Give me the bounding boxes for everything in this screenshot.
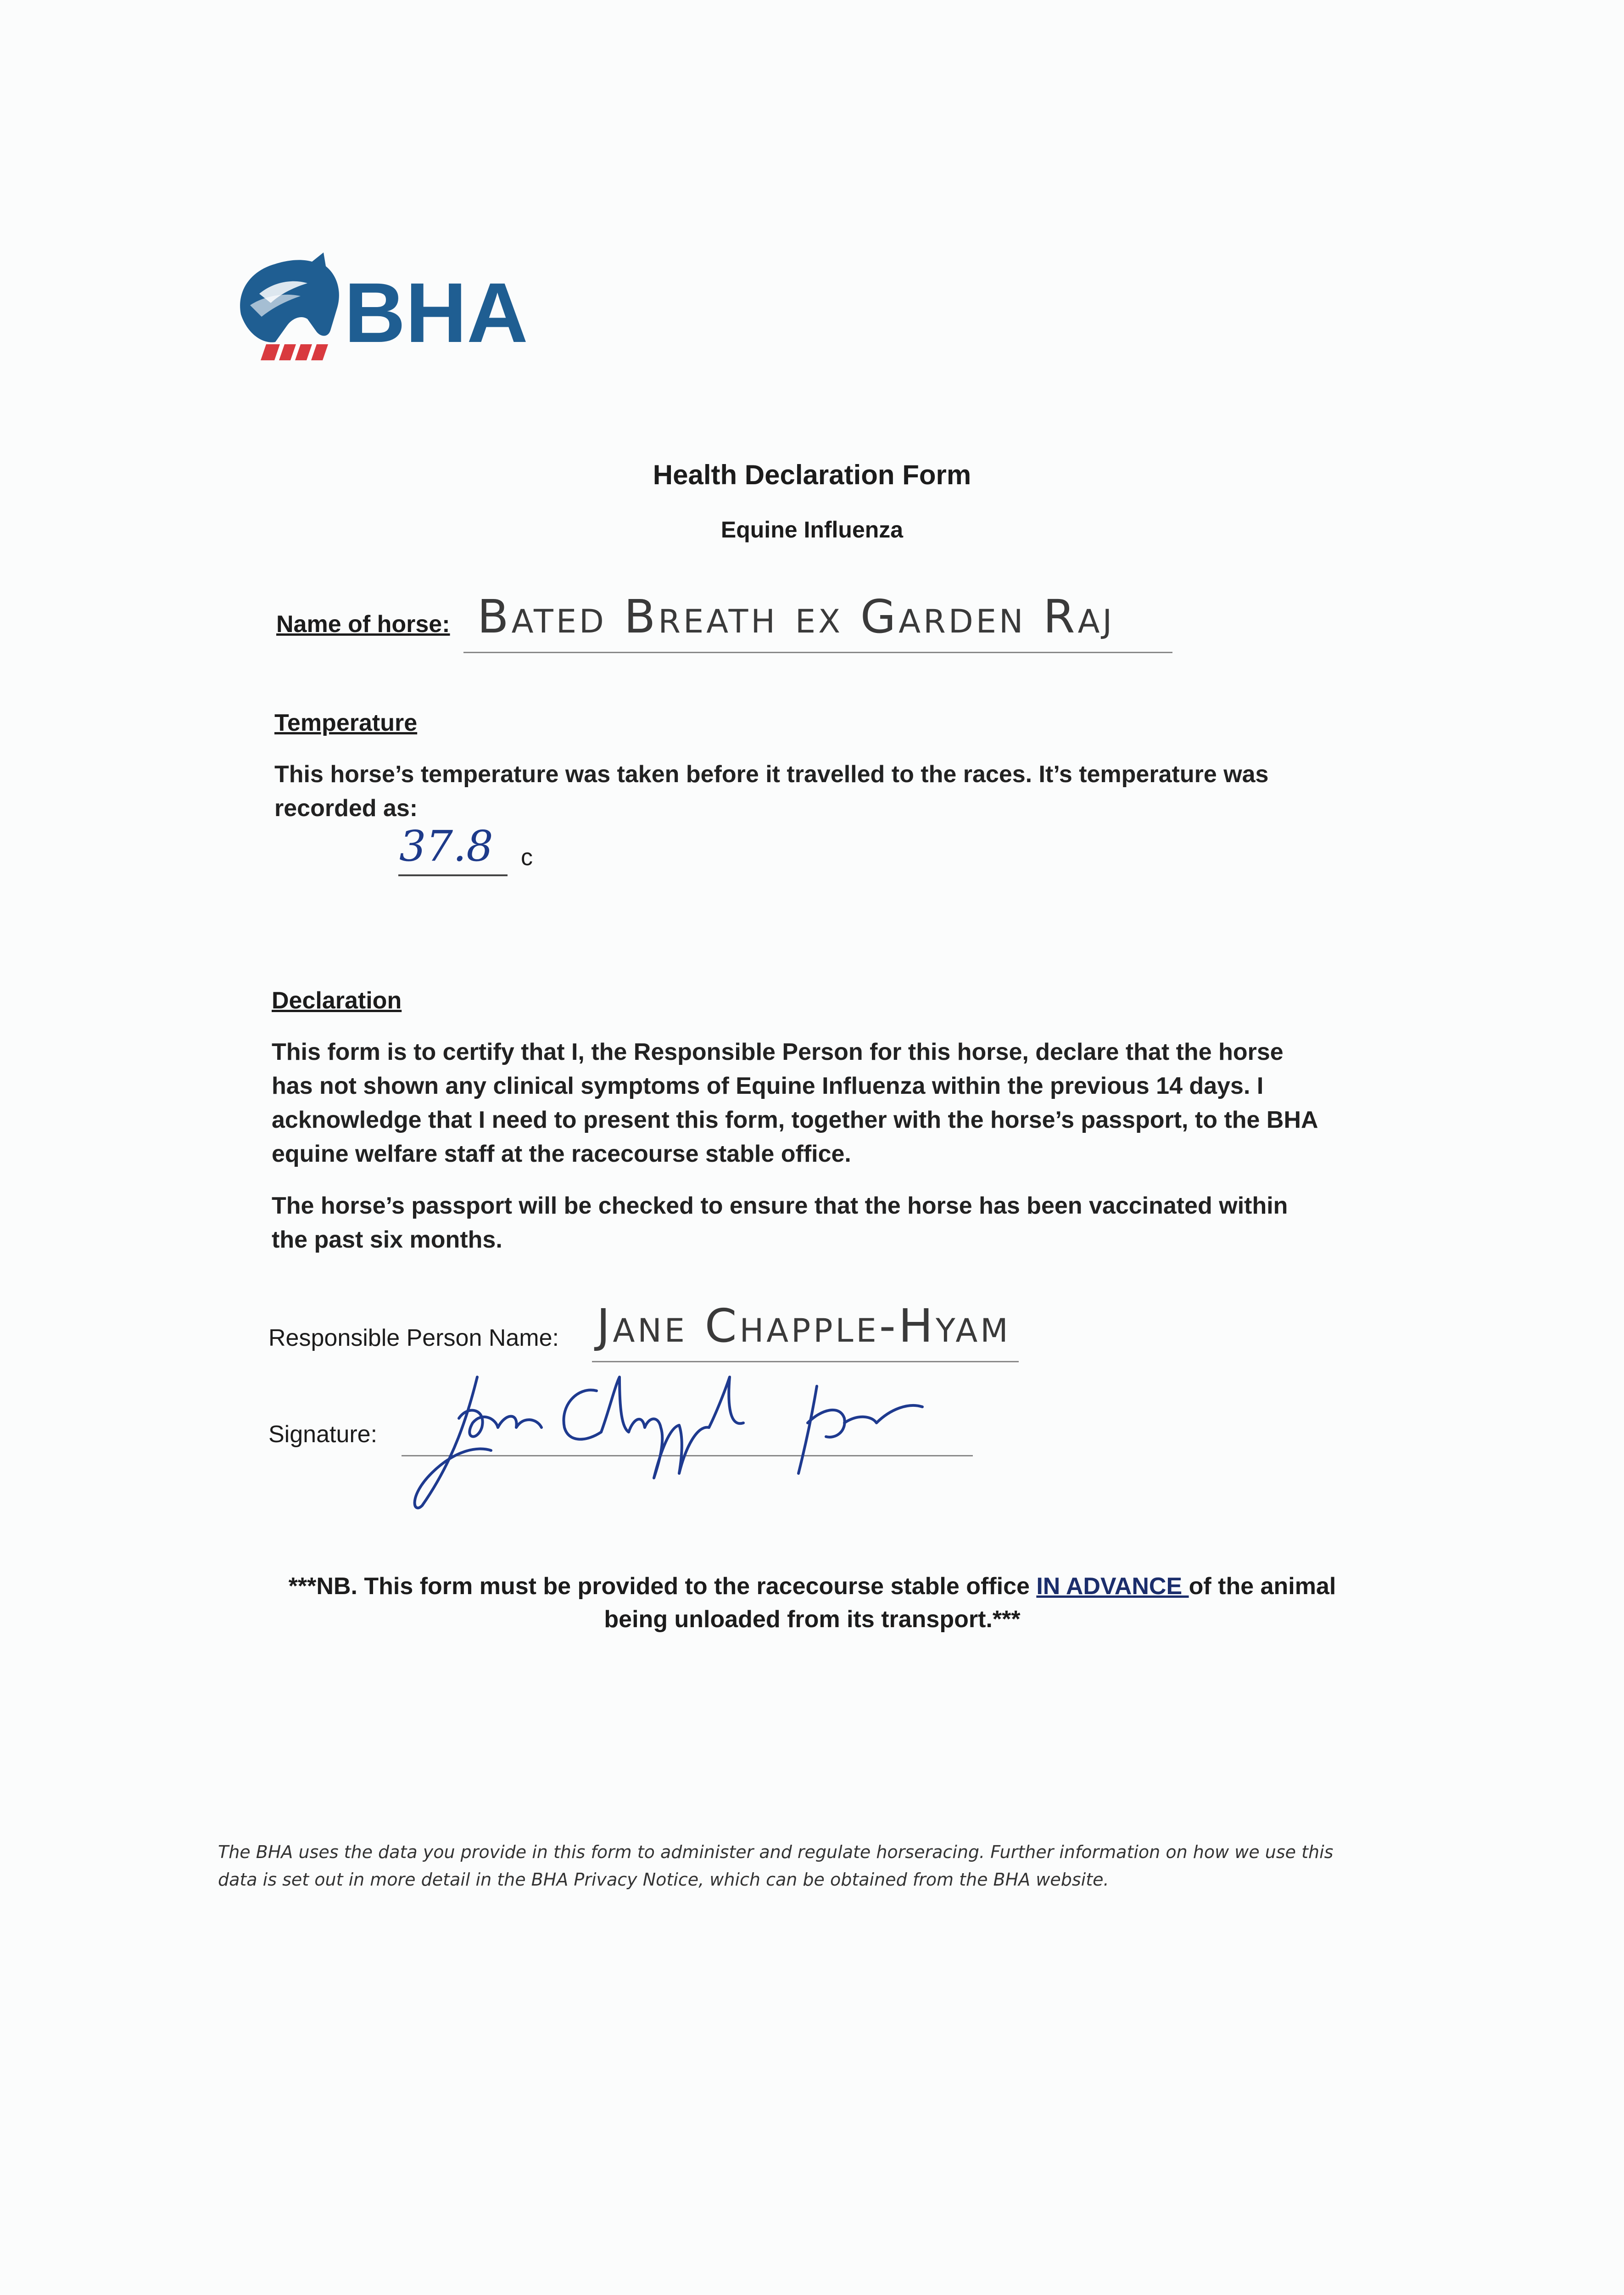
nb-prefix: ***NB. This form must be provided to the racecourse stable office: [288, 1573, 1037, 1600]
temperature-heading: Temperature: [274, 710, 418, 736]
bha-logo: [232, 250, 562, 365]
logo-text: BHA: [344, 266, 528, 360]
temperature-unit: c: [521, 844, 533, 871]
declaration-heading: Declaration: [272, 987, 402, 1014]
declaration-paragraph-2: The horse’s passport will be checked to ensure that the horse has been vaccinated within the past six months.: [272, 1192, 1288, 1253]
horse-name-label: Name of horse:: [276, 611, 450, 638]
responsible-person-label: Responsible Person Name:: [268, 1325, 559, 1351]
nb-suffix: of the animal being unloaded from its transport.***: [604, 1573, 1336, 1633]
horse-name-value: Bated Breath ex Garden Raj: [477, 590, 1115, 644]
horse-name-underline: [463, 652, 1172, 653]
temperature-value: 37.8: [399, 822, 493, 871]
declaration-paragraph-1: This form is to certify that I, the Responsible Person for this horse, declare that the horse has not shown any clinical symptoms of Equine Influenza within the previous 14 days. I acknowledge that I need to present this form, together with the horse’s passport, to the BHA equine welfare staff at the racecourse stable office.: [272, 1039, 1317, 1167]
handwritten-signature: [404, 1359, 1000, 1515]
temperature-text: This horse’s temperature was taken before it travelled to the races. It’s temperature was recorded as:: [274, 761, 1269, 822]
page-subtitle: Equine Influenza: [720, 517, 904, 543]
nb-notice: [275, 1570, 1349, 1636]
nb-emphasis: IN ADVANCE: [1036, 1573, 1189, 1600]
page-title: Health Declaration Form: [653, 459, 971, 490]
privacy-notice: The BHA uses the data you provide in this form to administer and regulate horseracing. Further information on how we use this data is set out in more detail in the BHA Privacy Notice, which can be obtained from the BHA website.: [218, 1842, 1334, 1890]
temperature-underline: [398, 874, 508, 876]
signature-label: Signature:: [268, 1421, 378, 1448]
responsible-person-value: Jane Chapple-Hyam: [597, 1299, 1011, 1353]
